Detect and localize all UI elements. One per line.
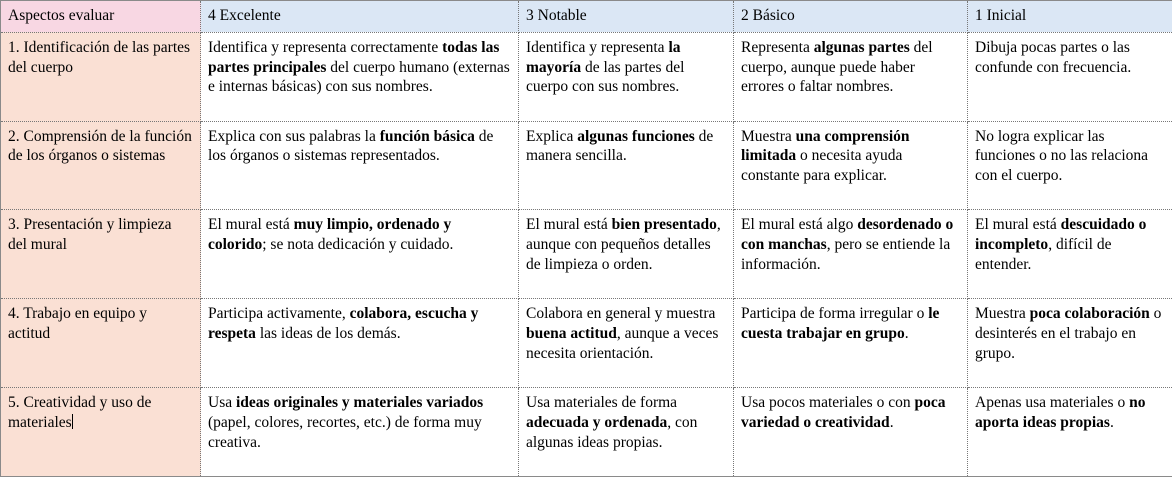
aspect-label-with-caret[interactable] [1,388,201,477]
criterion-cell: Usa materiales de forma adecuada y ordenada, con algunas ideas propias. [519,388,734,477]
table-row [1,121,1172,210]
column-header-aspect: Aspectos evaluar [1,1,201,33]
aspect-label: 5. Creatividad y uso de materiales [8,394,152,431]
aspect-label: 2. Comprensión de la función de los órganos o sistemas [1,121,201,210]
table-row [1,210,1172,299]
criterion-cell: Apenas usa materiales o no aporta ideas propias. [968,388,1172,477]
criterion-cell: Identifica y representa correctamente todas las partes principales del cuerpo humano (externas e internas básicas) con sus nombres. [201,32,519,121]
criterion-cell: Usa pocos materiales o con poca variedad o creatividad. [734,388,968,477]
aspect-label: 4. Trabajo en equipo y actitud [1,299,201,388]
criterion-cell: El mural está bien presentado, aunque con pequeños detalles de limpieza o orden. [519,210,734,299]
criterion-cell: El mural está descuidado o incompleto, difícil de entender. [968,210,1172,299]
column-header-level-3: 3 Notable [519,1,734,33]
criterion-cell: No logra explicar las funciones o no las relaciona con el cuerpo. [968,121,1172,210]
table-row [1,388,1172,477]
criterion-cell: El mural está algo desordenado o con manchas, pero se entiende la información. [734,210,968,299]
criterion-cell: Participa activamente, colabora, escucha y respeta las ideas de los demás. [201,299,519,388]
criterion-cell: Explica algunas funciones de manera sencilla. [519,121,734,210]
criterion-cell: Identifica y representa la mayoría de las partes del cuerpo con sus nombres. [519,32,734,121]
table-row [1,32,1172,121]
criterion-cell: Participa de forma irregular o le cuesta trabajar en grupo. [734,299,968,388]
column-header-level-2: 2 Básico [734,1,968,33]
criterion-cell: Muestra una comprensión limitada o necesita ayuda constante para explicar. [734,121,968,210]
table-header-row [1,1,1172,33]
criterion-cell: Usa ideas originales y materiales variados (papel, colores, recortes, etc.) de forma muy creativa. [201,388,519,477]
aspect-label: 1. Identificación de las partes del cuerpo [1,32,201,121]
column-header-level-4: 4 Excelente [201,1,519,33]
criterion-cell: Representa algunas partes del cuerpo, aunque puede haber errores o faltar nombres. [734,32,968,121]
criterion-cell: Muestra poca colaboración o desinterés en el trabajo en grupo. [968,299,1172,388]
table-row [1,299,1172,388]
criterion-cell: Explica con sus palabras la función básica de los órganos o sistemas representados. [201,121,519,210]
aspect-label: 3. Presentación y limpieza del mural [1,210,201,299]
criterion-cell: El mural está muy limpio, ordenado y colorido; se nota dedicación y cuidado. [201,210,519,299]
text-cursor-caret [72,414,73,429]
column-header-level-1: 1 Inicial [968,1,1172,33]
criterion-cell: Colabora en general y muestra buena actitud, aunque a veces necesita orientación. [519,299,734,388]
criterion-cell: Dibuja pocas partes o las confunde con frecuencia. [968,32,1172,121]
